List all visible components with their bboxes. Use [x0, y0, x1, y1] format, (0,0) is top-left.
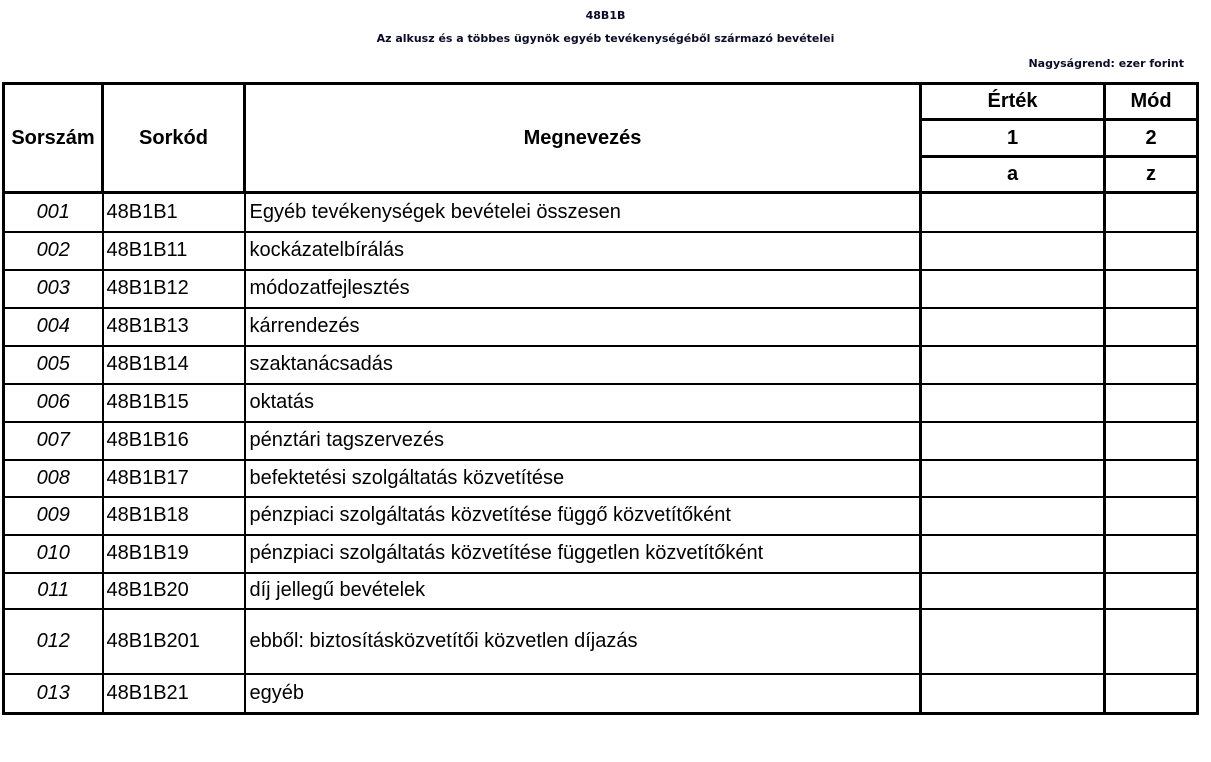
table-row	[4, 384, 1198, 422]
table-row	[4, 674, 1198, 714]
row-number: 007	[4, 422, 103, 460]
row-number: 013	[4, 674, 103, 714]
value-input-mod[interactable]	[1105, 460, 1198, 497]
table-row	[4, 422, 1198, 460]
row-number: 011	[4, 573, 103, 609]
row-name: egyéb	[245, 674, 921, 714]
row-number: 002	[4, 232, 103, 270]
value-input-mod[interactable]	[1105, 308, 1198, 346]
row-number: 009	[4, 497, 103, 535]
row-name: oktatás	[245, 384, 921, 422]
row-number: 004	[4, 308, 103, 346]
header-mod-num: 2	[1105, 120, 1198, 157]
row-name: ebből: biztosításközvetítői közvetlen díjazás	[245, 609, 921, 674]
table-row	[4, 460, 1198, 497]
row-name: pénztári tagszervezés	[245, 422, 921, 460]
row-number: 005	[4, 346, 103, 384]
value-input-mod[interactable]	[1105, 422, 1198, 460]
header-mod: Mód	[1105, 84, 1198, 120]
value-input-mod[interactable]	[1105, 609, 1198, 674]
row-number: 008	[4, 460, 103, 497]
header-mod-type: z	[1105, 157, 1198, 193]
value-input-ertek[interactable]	[921, 674, 1105, 714]
table-row	[4, 346, 1198, 384]
value-input-ertek[interactable]	[921, 422, 1105, 460]
value-input-mod[interactable]	[1105, 346, 1198, 384]
row-name: pénzpiaci szolgáltatás közvetítése függő közvetítőként	[245, 497, 921, 535]
row-code: 48B1B18	[103, 497, 245, 535]
row-code: 48B1B20	[103, 573, 245, 609]
row-number: 001	[4, 193, 103, 232]
table-row	[4, 609, 1198, 674]
table-row	[4, 308, 1198, 346]
row-name: díj jellegű bevételek	[245, 573, 921, 609]
value-input-ertek[interactable]	[921, 535, 1105, 573]
value-input-ertek[interactable]	[921, 232, 1105, 270]
row-name: kockázatelbírálás	[245, 232, 921, 270]
value-input-ertek[interactable]	[921, 346, 1105, 384]
value-input-ertek[interactable]	[921, 308, 1105, 346]
data-table	[2, 82, 1199, 715]
table-row	[4, 232, 1198, 270]
row-number: 010	[4, 535, 103, 573]
row-name: szaktanácsadás	[245, 346, 921, 384]
value-input-ertek[interactable]	[921, 573, 1105, 609]
form-title: Az alkusz és a többes ügynök egyéb tevékenységéből származó bevételei	[376, 32, 835, 45]
row-code: 48B1B15	[103, 384, 245, 422]
row-code: 48B1B17	[103, 460, 245, 497]
table-row	[4, 193, 1198, 232]
row-number: 006	[4, 384, 103, 422]
value-input-mod[interactable]	[1105, 573, 1198, 609]
row-name: kárrendezés	[245, 308, 921, 346]
form-code: 48B1B	[585, 9, 626, 22]
header-sorszam: Sorszám	[4, 84, 103, 193]
row-name: Egyéb tevékenységek bevételei összesen	[245, 193, 921, 232]
header-sorkod: Sorkód	[103, 84, 245, 193]
row-code: 48B1B201	[103, 609, 245, 674]
row-code: 48B1B16	[103, 422, 245, 460]
value-input-mod[interactable]	[1105, 674, 1198, 714]
value-input-mod[interactable]	[1105, 535, 1198, 573]
row-name: módozatfejlesztés	[245, 270, 921, 308]
row-number: 003	[4, 270, 103, 308]
row-code: 48B1B12	[103, 270, 245, 308]
value-input-mod[interactable]	[1105, 384, 1198, 422]
row-name: pénzpiaci szolgáltatás közvetítése független közvetítőként	[245, 535, 921, 573]
table-row	[4, 573, 1198, 609]
value-input-ertek[interactable]	[921, 270, 1105, 308]
unit-label: Nagyságrend: ezer forint	[1028, 57, 1184, 70]
value-input-mod[interactable]	[1105, 232, 1198, 270]
table-row	[4, 497, 1198, 535]
value-input-ertek[interactable]	[921, 497, 1105, 535]
table-row	[4, 535, 1198, 573]
value-input-mod[interactable]	[1105, 270, 1198, 308]
header-ertek-num: 1	[921, 120, 1105, 157]
value-input-ertek[interactable]	[921, 193, 1105, 232]
value-input-mod[interactable]	[1105, 193, 1198, 232]
table-row	[4, 270, 1198, 308]
value-input-ertek[interactable]	[921, 609, 1105, 674]
row-code: 48B1B11	[103, 232, 245, 270]
value-input-ertek[interactable]	[921, 384, 1105, 422]
header-ertek: Érték	[921, 84, 1105, 120]
row-number: 012	[4, 609, 103, 674]
row-code: 48B1B14	[103, 346, 245, 384]
header-megnevezes: Megnevezés	[245, 84, 921, 193]
row-code: 48B1B21	[103, 674, 245, 714]
row-name: befektetési szolgáltatás közvetítése	[245, 460, 921, 497]
row-code: 48B1B13	[103, 308, 245, 346]
row-code: 48B1B19	[103, 535, 245, 573]
value-input-ertek[interactable]	[921, 460, 1105, 497]
row-code: 48B1B1	[103, 193, 245, 232]
value-input-mod[interactable]	[1105, 497, 1198, 535]
header-ertek-type: a	[921, 157, 1105, 193]
